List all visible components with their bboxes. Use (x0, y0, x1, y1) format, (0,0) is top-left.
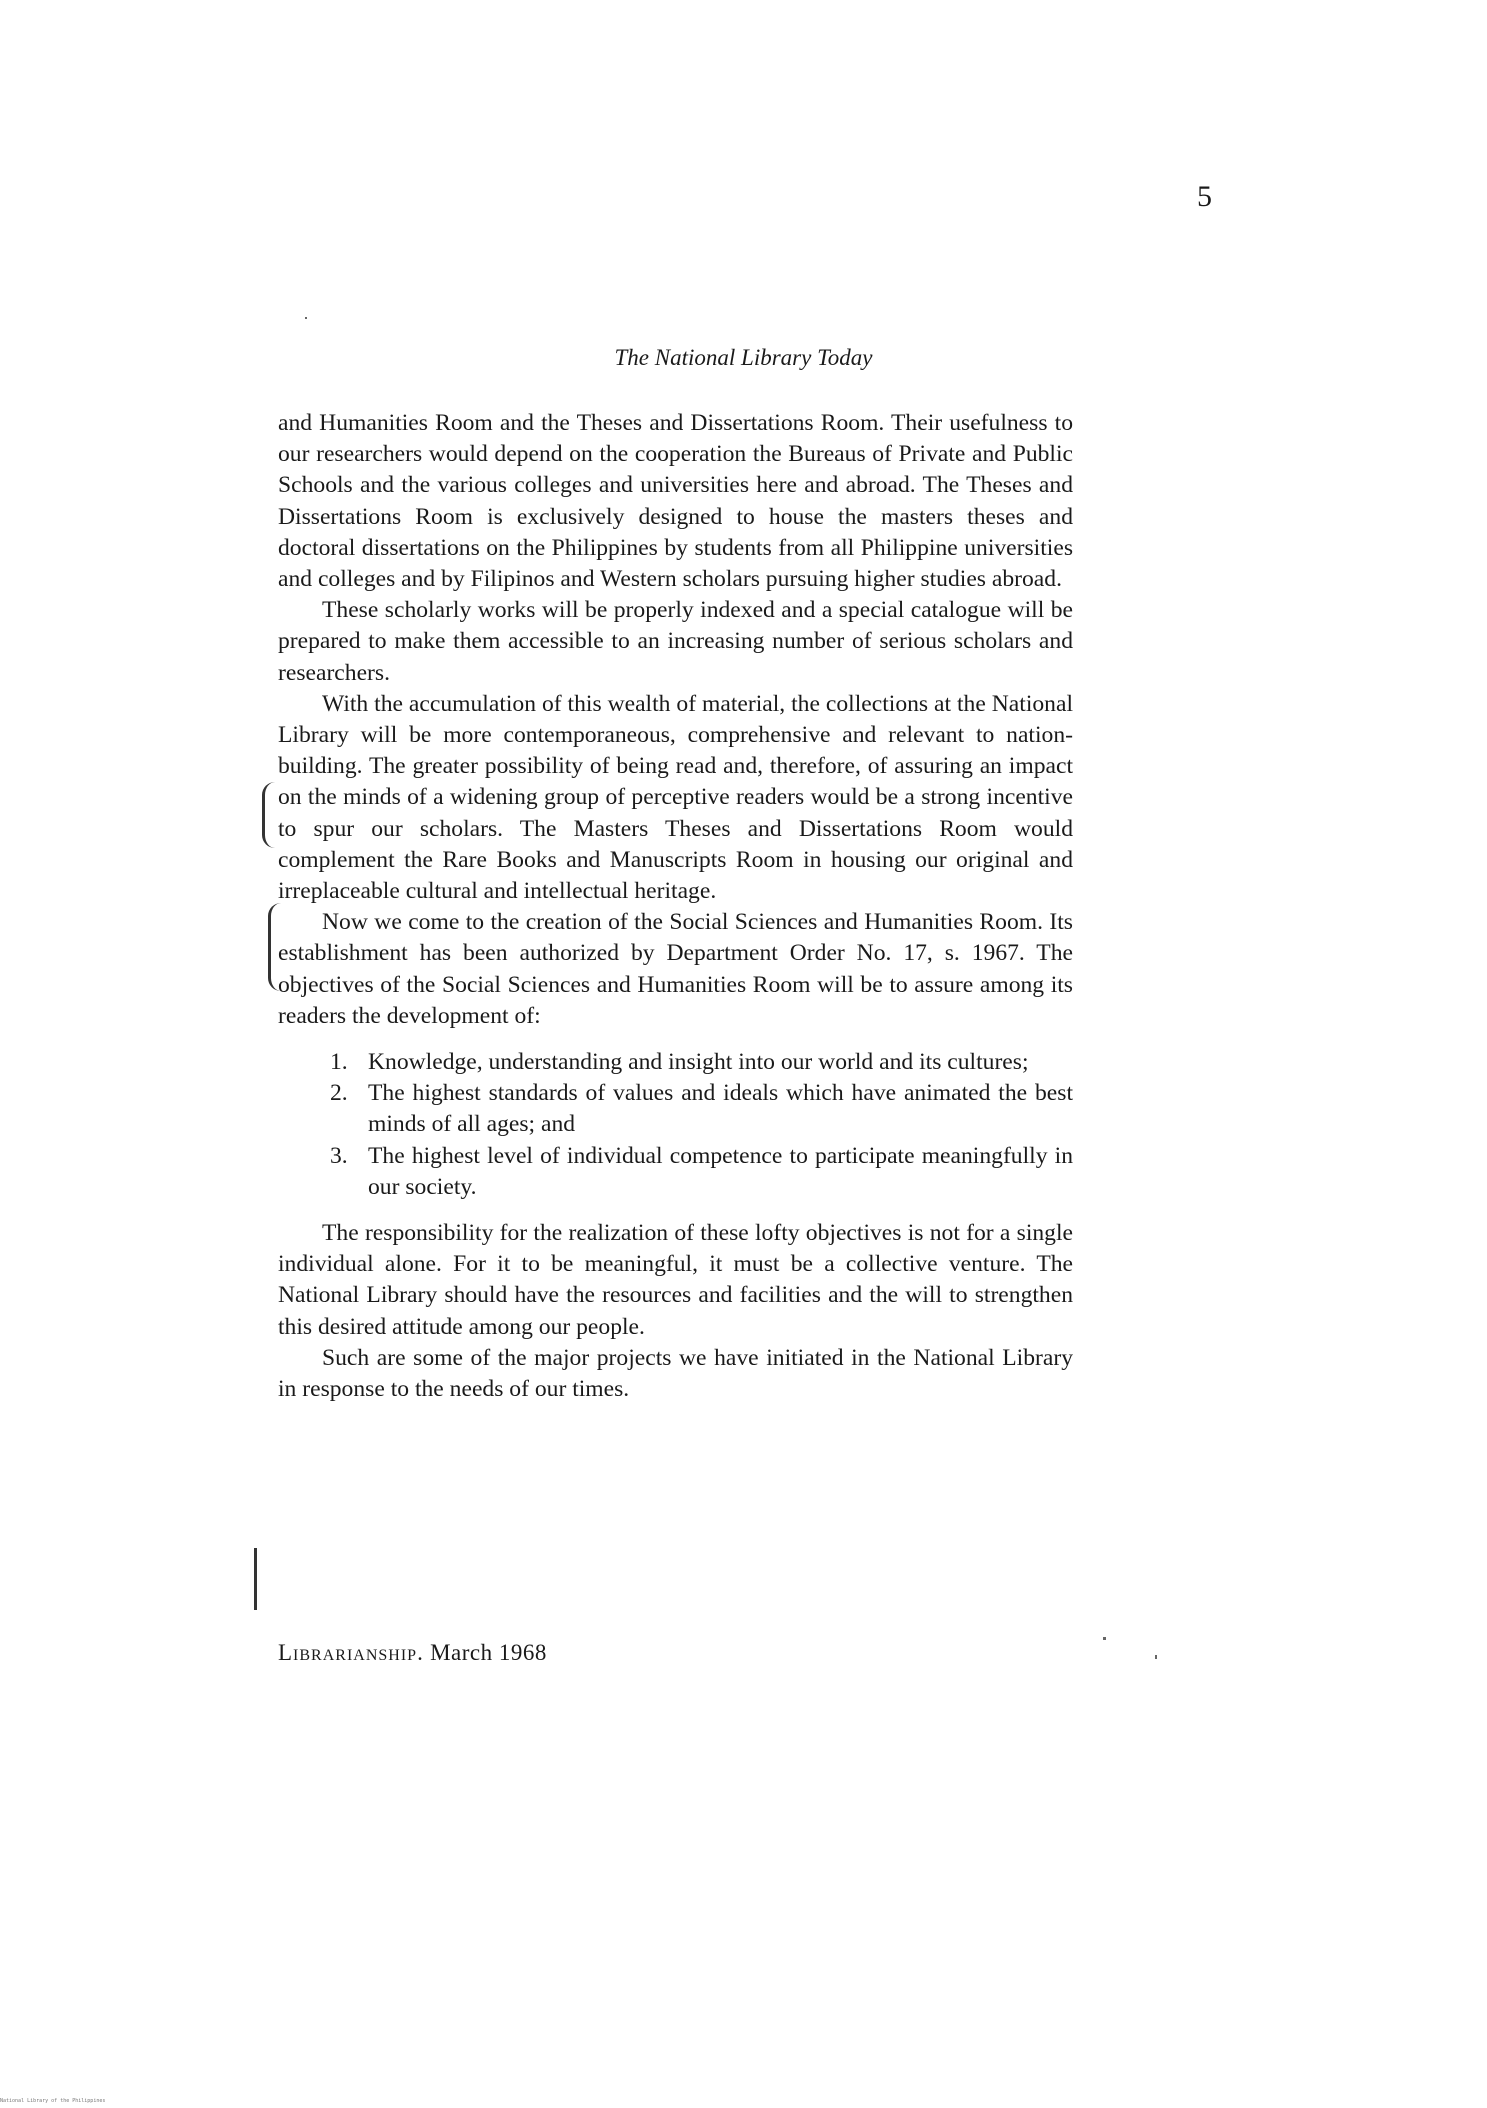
margin-bracket-mark (268, 903, 281, 991)
scan-speck (305, 317, 307, 319)
paragraph: Now we come to the creation of the Social Sciences and Humanities Room. Its establishment has been authorized by Department Order No. 17, s. 1967. The objectives of the Social Sciences and Humanities Room will be to assure among its readers the development of: (278, 909, 1073, 1029)
list-item (278, 1047, 1073, 1078)
paragraph: With the accumulation of this wealth of material, the collections at the National Library will be more contemporaneous, comprehensive and relevant to nation-building. The greater possibility of being read and, therefore, of assuring an impact on the minds of a widening group of perceptive readers would be a strong incentive to spur our scholars. The Masters Theses and Dissertations Room would complement the Rare Books and Manuscripts Room in housing our original and irreplaceable cultural and intellectual heritage. (278, 690, 1073, 905)
scanner-label: National Library of the Philippines (0, 2098, 106, 2104)
article-body (278, 408, 1073, 1405)
list-text: The highest standards of values and ideals which have animated the best minds of all ages; and (368, 1080, 1073, 1138)
objectives-list (278, 1047, 1073, 1203)
journal-name: Librarianship. (278, 1640, 424, 1665)
paragraph: The responsibility for the realization of these lofty objectives is not for a single individual alone. For it to be meaningful, it must be a collective venture. The National Library should have the resources and facilities and the will to strengthen this desired attitude among our people. (278, 1220, 1073, 1340)
scan-speck (1103, 1637, 1106, 1640)
scan-speck (1155, 1655, 1157, 1659)
list-number: 1. (330, 1049, 348, 1076)
list-text: The highest level of individual competence to participate meaningfully in our society. (368, 1142, 1073, 1200)
list-number: 3. (330, 1142, 348, 1169)
page-number: 5 (1197, 180, 1212, 213)
list-text: Knowledge, understanding and insight into our world and its cultures; (368, 1049, 1029, 1076)
list-item (278, 1078, 1073, 1140)
paragraph: Such are some of the major projects we have initiated in the National Library in response to the needs of our times. (278, 1344, 1073, 1403)
margin-bracket-mark (254, 1548, 263, 1610)
paragraph: These scholarly works will be properly indexed and a special catalogue will be prepared to make them accessible to an increasing number of serious scholars and researchers. (278, 597, 1073, 686)
issue-date: March 1968 (430, 1640, 547, 1665)
list-item (278, 1141, 1073, 1203)
running-head: The National Library Today (614, 345, 873, 370)
paragraph: and Humanities Room and the Theses and Dissertations Room. Their usefulness to our researchers would depend on the cooperation the Bureaus of Private and Public Schools and the various colleges and universities here and abroad. The Theses and Dissertations Room is exclusively designed to house the masters theses and doctoral dissertations on the Philippines by students from all Philippine universities and colleges and by Filipinos and Western scholars pursuing higher studies abroad. (278, 410, 1073, 593)
margin-bracket-mark (262, 782, 275, 848)
footer-citation (278, 1640, 547, 1666)
list-number: 2. (330, 1080, 348, 1107)
